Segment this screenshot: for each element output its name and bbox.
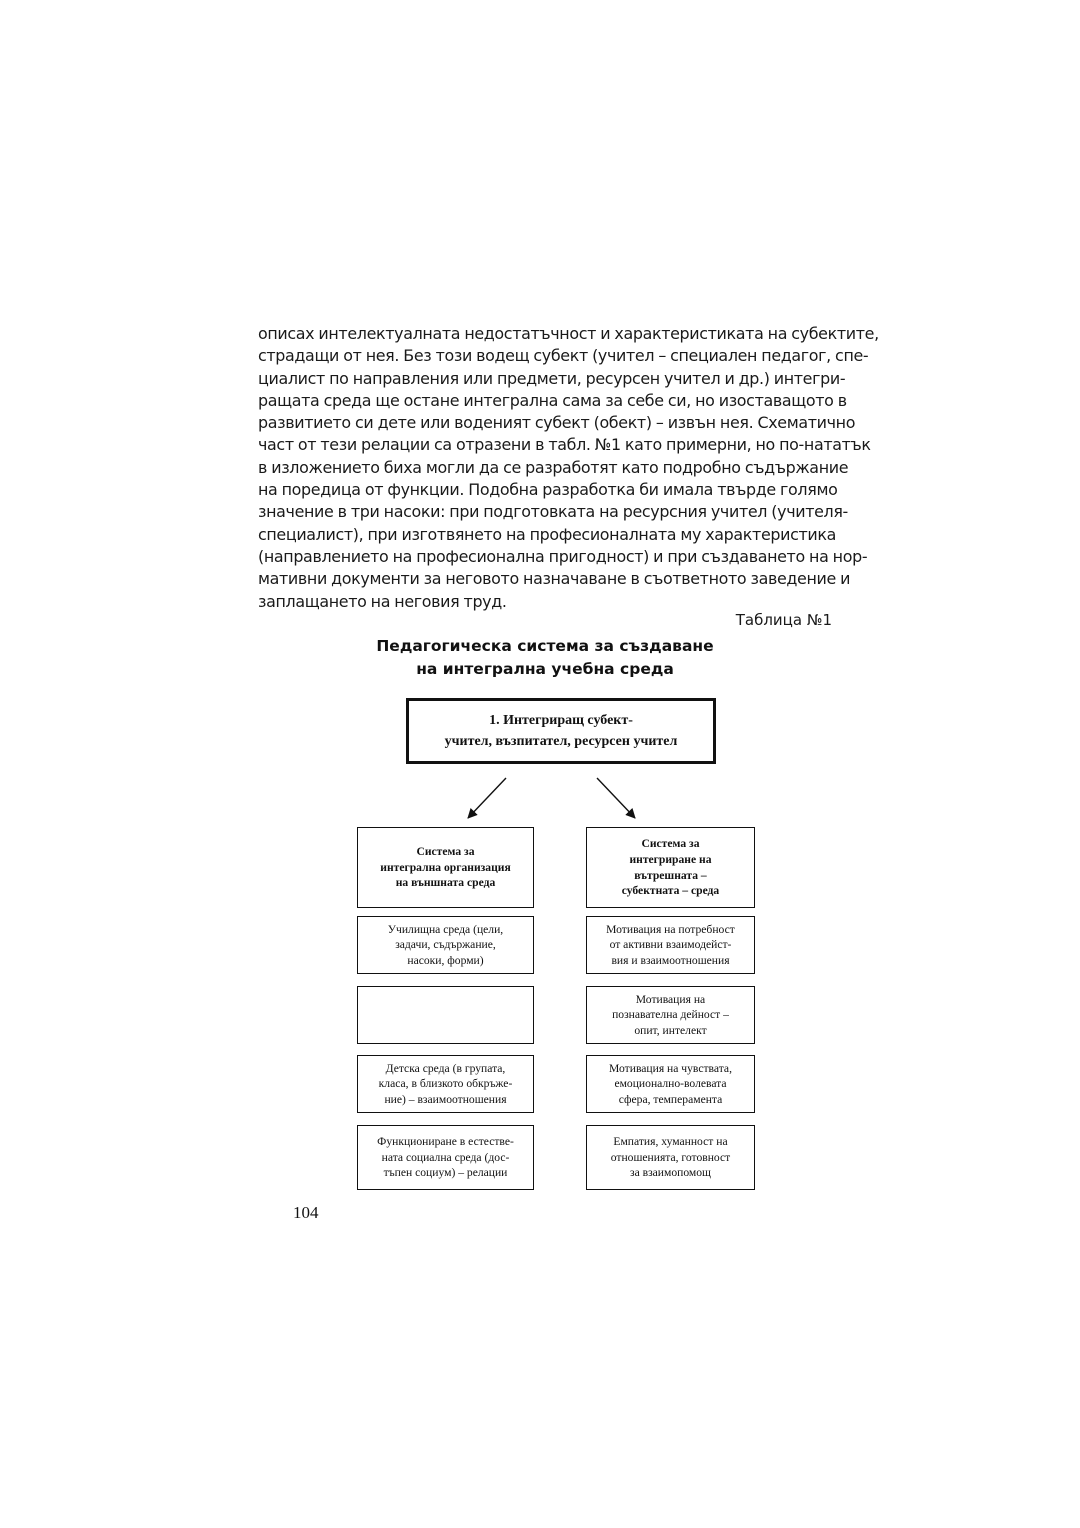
right-item-line: отношенията, готовност	[610, 1150, 731, 1164]
left-item-social-environment	[357, 1125, 534, 1190]
right-header-line: интегриране на	[629, 852, 712, 866]
left-item-line: Функциониране в естестве-	[377, 1135, 514, 1149]
table-label: Таблица №1	[735, 611, 832, 629]
paragraph-line: описах интелектуалната недостатъчност и характеристиката на субектите,	[258, 324, 879, 343]
paragraph-line: страдащи от нея. Без този водещ субект (учител – специален педагог, спе-	[258, 346, 869, 366]
right-item-line: от активни взаимодейст-	[609, 938, 732, 952]
paragraph-line: развитието си дете или водeният субект (обект) – извън нея. Схематично	[258, 413, 856, 433]
right-item-line: Мотивация на чувствата,	[609, 1061, 732, 1075]
table-title-line-1: Педагогическа система за създаване	[376, 637, 714, 655]
right-column-header	[586, 827, 755, 908]
arrow-left	[468, 778, 506, 818]
right-item-line: емоционално-волевата	[614, 1077, 727, 1091]
left-item-line: класа, в близкото обкръже-	[378, 1077, 513, 1091]
right-item-emotional-motivation	[586, 1055, 755, 1113]
left-column-header	[357, 827, 534, 908]
paragraph-line: специалист), при изготвянето на професионалната му характеристика	[258, 524, 836, 544]
top-box-line-2: учител, възпитател, ресурсен учител	[444, 734, 678, 749]
right-header-line: вътрешната –	[634, 868, 707, 882]
paragraph-line: на поредица от функции. Подобна разработка би имала твърде голямо	[258, 480, 838, 500]
left-item-line: Детска среда (в групата,	[385, 1061, 506, 1075]
paragraph-line: заплащането на неговия труд.	[258, 591, 507, 611]
right-item-line: Мотивация на потребност	[606, 922, 735, 936]
top-box-line-1: 1. Интегриращ субект-	[489, 713, 633, 728]
right-item-need-motivation	[586, 916, 755, 974]
right-item-line: познавателна дейност –	[612, 1008, 729, 1022]
right-item-empathy	[586, 1125, 755, 1190]
left-item-line: ната социална среда (дос-	[381, 1150, 510, 1164]
left-header-line: Система за	[416, 845, 475, 859]
left-item-line: ние) – взаимоотношения	[384, 1092, 507, 1106]
left-header-line: на външната среда	[395, 876, 496, 890]
right-item-line: за взаимопомощ	[629, 1166, 711, 1180]
arrow-right	[597, 778, 635, 818]
right-item-line: вия и взаимоотношения	[611, 953, 730, 967]
paragraph-line: мативни документи за неговото назначаване в съответното заведение и	[258, 569, 851, 589]
left-header-line: интегрална организация	[380, 860, 511, 874]
right-header-line: субектната – среда	[621, 884, 720, 898]
left-item-line: Училищна среда (цели,	[387, 922, 504, 936]
right-item-line: Мотивация на	[635, 992, 706, 1006]
page-number: 104	[293, 1203, 319, 1222]
right-item-line: опит, интелект	[634, 1023, 707, 1037]
right-item-line: Емпатия, хуманност на	[613, 1135, 728, 1149]
paragraph-line: значение в три насоки: при подготовката на ресурсния учител (учителя-	[258, 502, 848, 522]
paragraph-line: (направлението на професионална пригодност) и при създаването на нор-	[258, 546, 868, 566]
left-item-line: задачи, съдържание,	[395, 938, 496, 952]
left-item-empty	[357, 986, 534, 1044]
right-item-cognitive-motivation	[586, 986, 755, 1044]
paragraph-line: част от тези релации са отразени в табл. №1 като примерни, но по-нататък	[258, 435, 871, 455]
right-header-line: Система за	[641, 837, 700, 851]
paragraph-line: циалист по направления или предмети, ресурсен учител и др.) интегри-	[258, 368, 846, 388]
left-item-child-environment	[357, 1055, 534, 1113]
paragraph-line: ращата среда ще остане интегрална сама за себе си, но изоставащото в	[258, 390, 847, 410]
left-item-line: насоки, форми)	[407, 953, 484, 967]
paragraph-line: в изложението биха могли да се разработят като подробно съдържание	[258, 457, 849, 477]
table-title-line-2: на интегрална учебна среда	[416, 660, 674, 678]
left-item-school-environment	[357, 916, 534, 974]
right-item-line: сфера, темперамента	[618, 1092, 723, 1106]
left-item-line: тъпен социум) – релации	[383, 1166, 508, 1180]
